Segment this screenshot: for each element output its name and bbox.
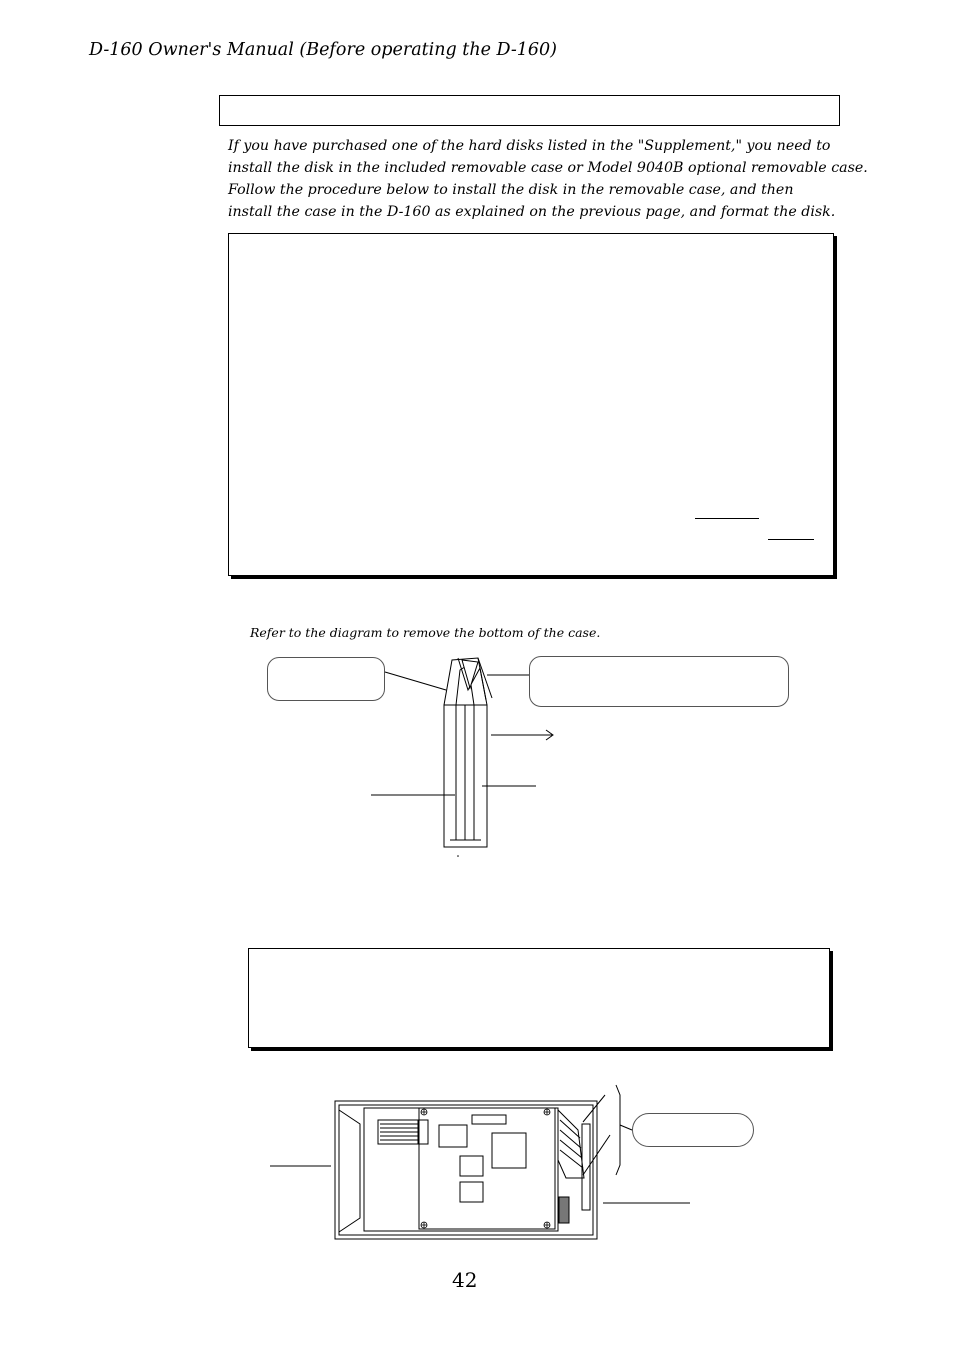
page-number: 42 bbox=[452, 1268, 478, 1292]
intro-line: install the disk in the included removable case or Model 9040B optional removable case. bbox=[228, 160, 868, 176]
intro-line: install the case in the D-160 as explained on the previous page, and format the disk. bbox=[228, 204, 836, 220]
page-header-title: D-160 Owner's Manual (Before operating the D-160) bbox=[89, 40, 558, 60]
intro-line: If you have purchased one of the hard disks listed in the "Supplement," you need to bbox=[228, 138, 831, 154]
intro-line: Follow the procedure below to install the disk in the removable case, and then bbox=[228, 182, 794, 198]
step-caption: Refer to the diagram to remove the bottom of the case. bbox=[250, 625, 601, 640]
